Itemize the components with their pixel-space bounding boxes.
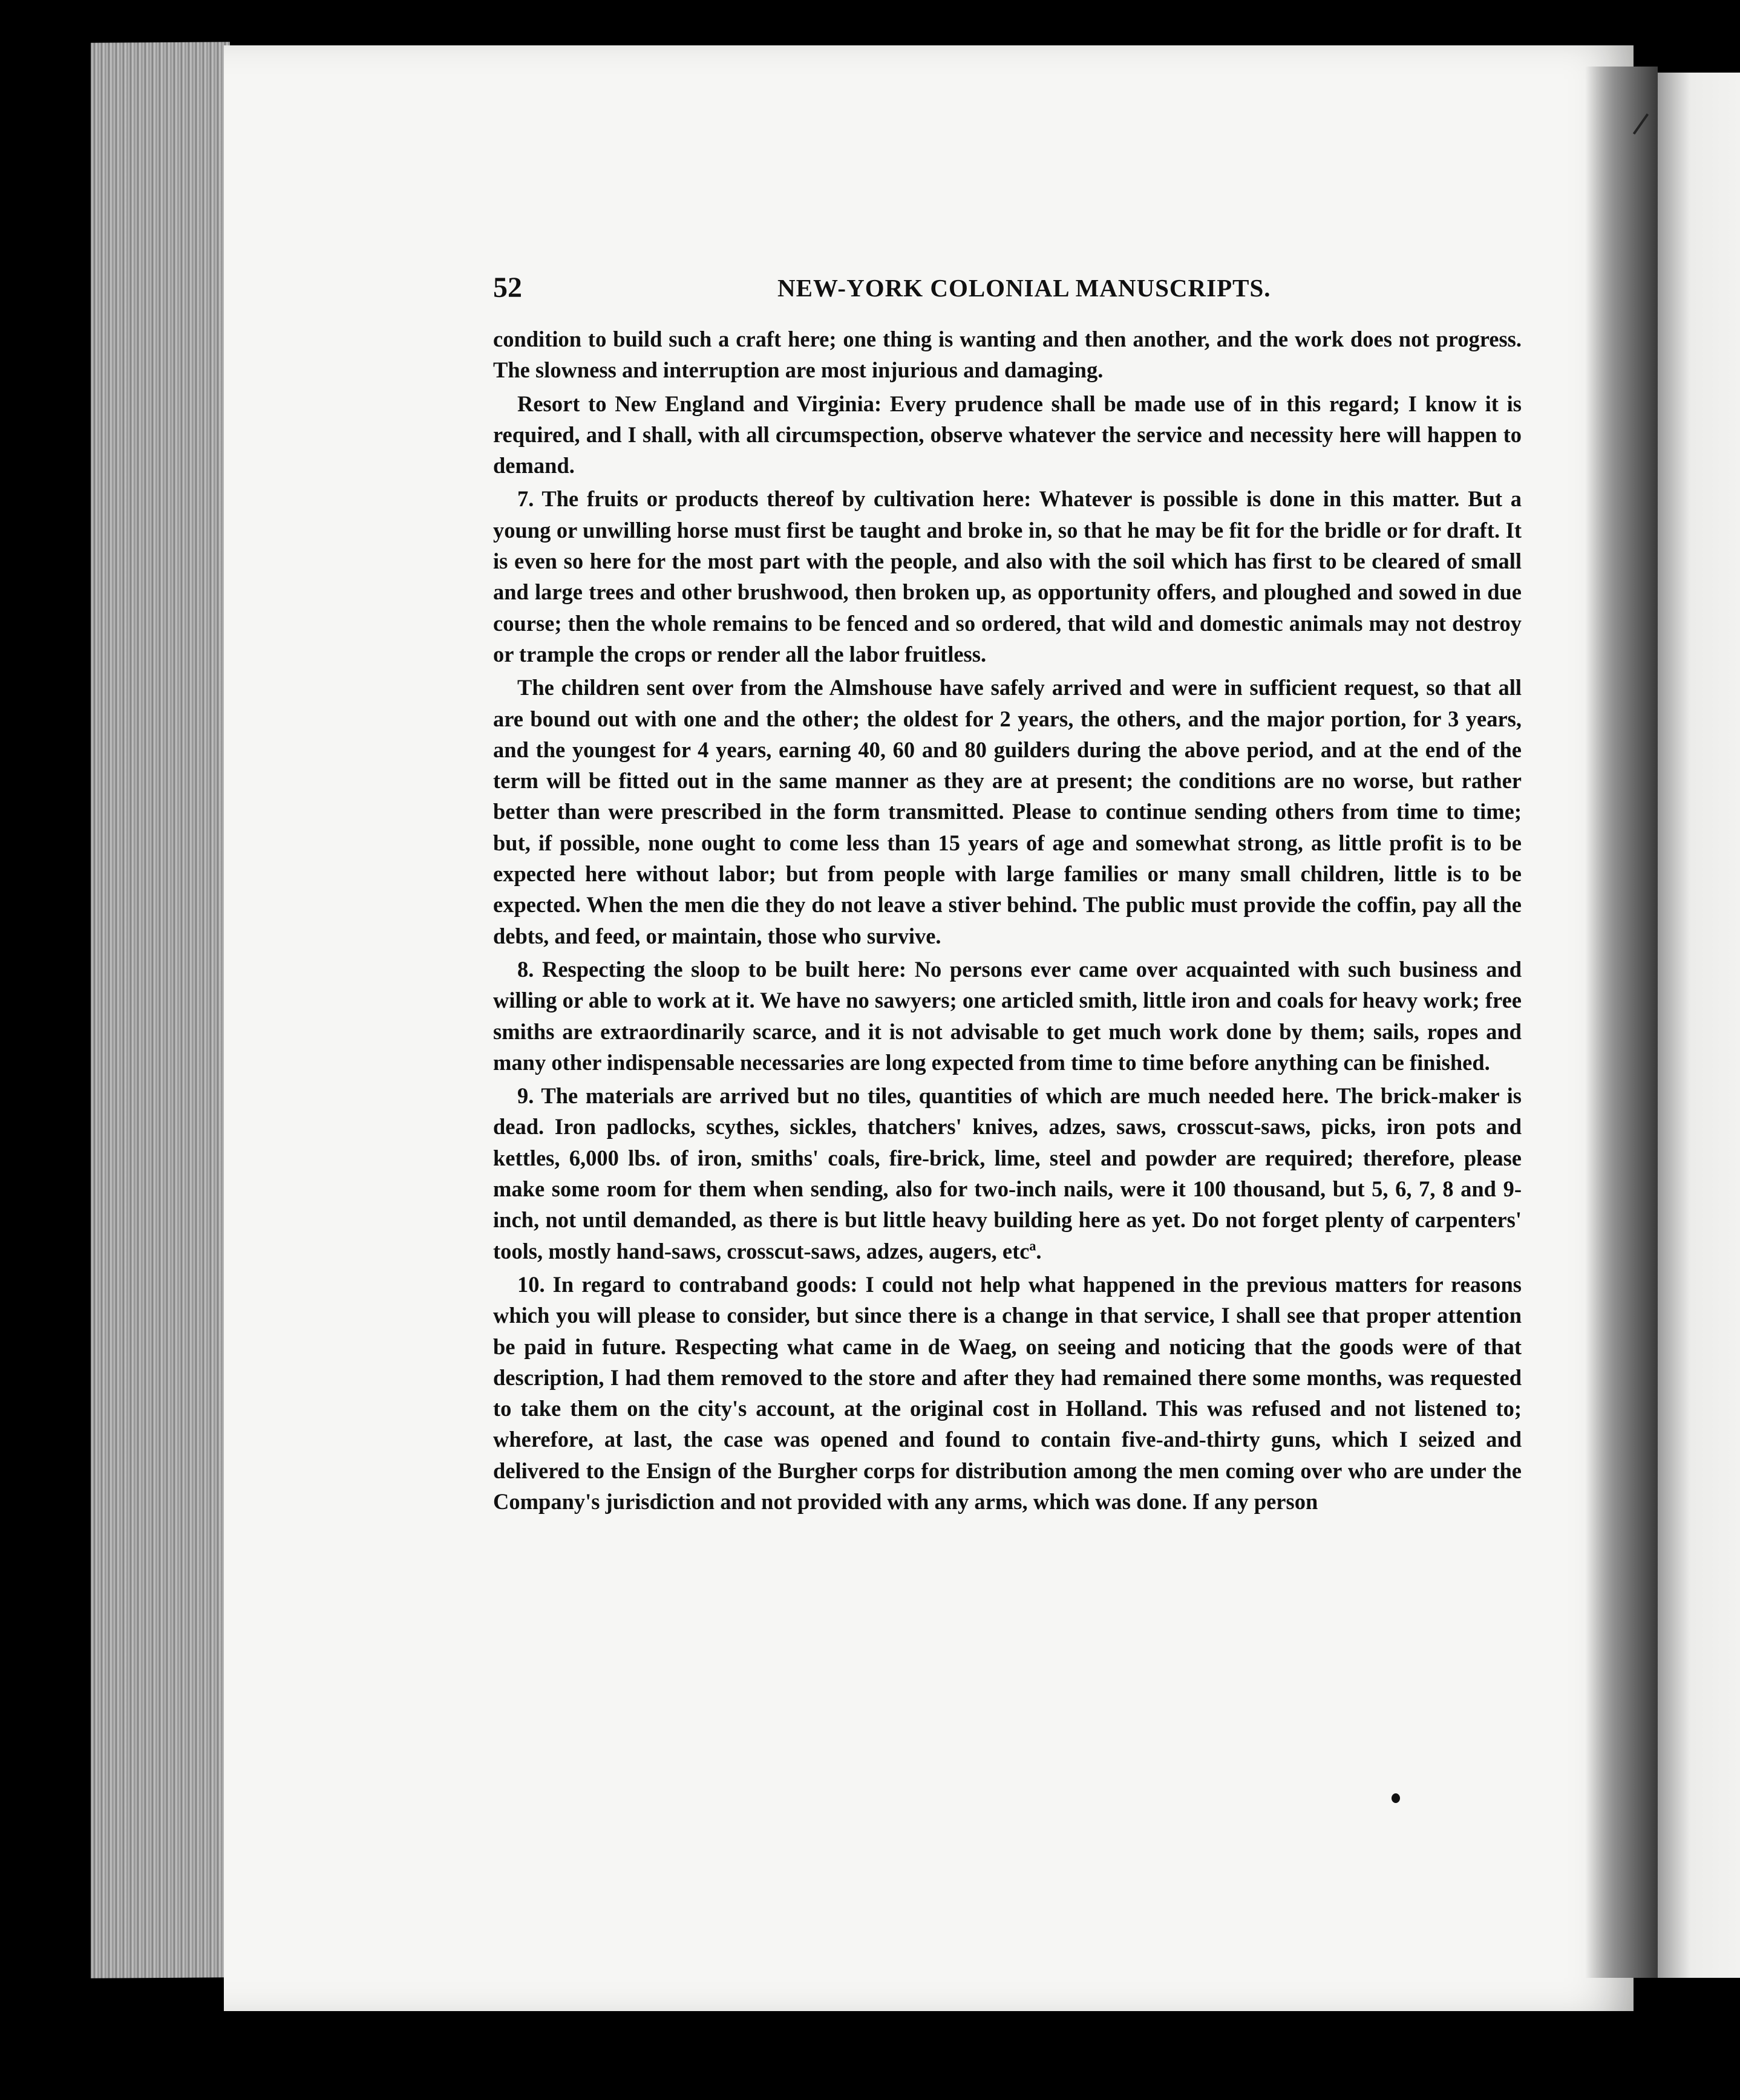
paragraph: 8. Respecting the sloop to be built here: No persons ever came over acquainted with such business and willing or able to work at it. We have no sawyers; one articled smith, little iron and coals for heavy work; free smiths are extraordinarily scarce, and it is not advisable to get much work done by them; sails, ropes and many other indispensable necessaries are long expected from time to time before anything can be finished. xyxy=(493,956,1522,1075)
page-number: 52 xyxy=(493,272,522,304)
paragraph: The children sent over from the Almshouse have safely arrived and were in sufficient request, so that all are bound out with one and the other; the oldest for 2 years, the others, and the major portion, for 3 years, and the youngest for 4 years, earning 40, 60 and 80 guilders during the above period, and at the end of the term will be fitted out in the same manner as they are at present; the conditions are no worse, but rather better than were prescribed in the form transmitted. Please to continue sending others from time to time; but, if possible, none ought to come less than 15 years of age and somewhat strong, as little profit is to be expected here without labor; but from people with large families or many small children, little is to be expected. When the men die they do not leave a stiver behind. The public must provide the coffin, pay all the debts, and feed, or maintain, those who survive. xyxy=(493,675,1522,948)
ink-dot xyxy=(1392,1793,1400,1803)
paragraph: 9. The materials are arrived but no tiles, quantities of which are much needed here. The brick-maker is dead. Iron padlocks, scythes, sickles, thatchers' knives, adzes, saws, crosscut-saws, picks, iron pots and kettles, 6,000 lbs. of iron, smiths' coals, fire-brick, lime, steel and powder are required; therefore, please make some room for them when sending, also for two-inch nails, were it 100 thousand, but 5, 6, 7, 8 and 9-inch, not until demanded, as there is but little heavy building here as yet. Do not forget plenty of carpenters' tools, mostly hand-saws, crosscut-saws, adzes, augers, etcª. xyxy=(493,1083,1522,1264)
paragraph: condition to build such a craft here; one thing is wanting and then another, and the work does not progress. The slowness and interruption are most injurious and damaging. xyxy=(493,327,1522,383)
gutter-shadow xyxy=(1585,67,1658,1978)
paragraph: 7. The fruits or products thereof by cultivation here: Whatever is possible is done in this matter. But a young or unwilling horse must first be taught and broke in, so that he may be fit for the bridle or for draft. It is even so here for the most part with the people, and also with the soil which has first to be cleared of small and large trees and other brushwood, then broken up, as opportunity offers, and ploughed and sowed in due course; then the whole remains to be fenced and so ordered, that wild and domestic animals may not destroy or trample the crops or render all the labor fruitless. xyxy=(493,486,1522,667)
facing-page-edge xyxy=(1658,73,1740,1978)
page-header xyxy=(493,271,1522,307)
body-text xyxy=(493,324,1522,1517)
book-page-edges xyxy=(91,42,230,1978)
running-head: NEW-YORK COLONIAL MANUSCRIPTS. xyxy=(777,274,1271,302)
paragraph: 10. In regard to contraband goods: I could not help what happened in the previous matters for reasons which you will please to consider, but since there is a change in that service, I shall see that proper attention be paid in future. Respecting what came in de Waeg, on seeing and noticing that the goods were of that description, I had them removed to the store and after they had remained there some months, was requested to take them on the city's account, at the original cost in Holland. This was refused and not listened to; wherefore, at last, the case was opened and found to contain five-and-thirty guns, which I seized and delivered to the Ensign of the Burgher corps for distribution among the men coming over who are under the Company's jurisdiction and not provided with any arms, which was done. If any person xyxy=(493,1271,1522,1514)
paragraph: Resort to New England and Virginia: Every prudence shall be made use of in this regard; I know it is required, and I shall, with all circumspection, observe whatever the service and necessity here will happen to demand. xyxy=(493,391,1522,478)
